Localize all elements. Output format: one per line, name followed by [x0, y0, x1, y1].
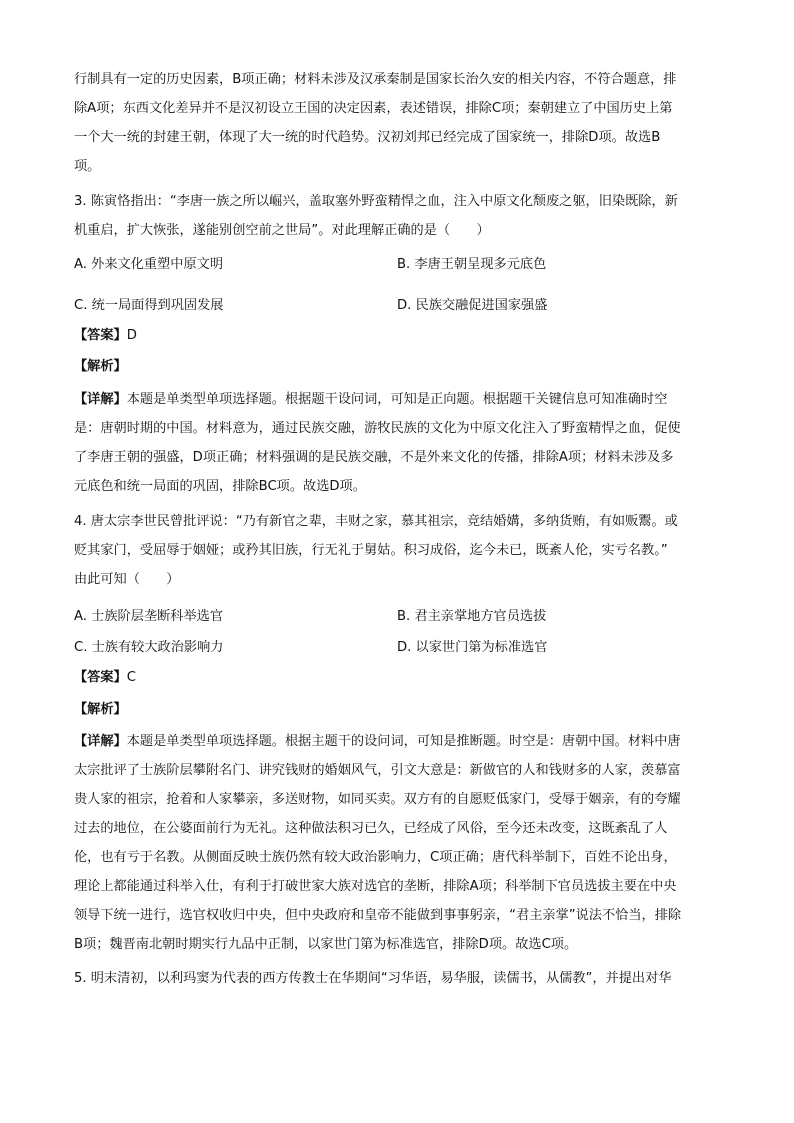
q4-detail: 领导下统一进行，选官权收归中央，但中央政府和皇帝不能做到事事躬亲，“君主亲掌”说法不恰当，排除 [74, 908, 682, 923]
answer-value: C [126, 670, 136, 685]
answer-label: 【答案】 [74, 670, 127, 685]
q3-detail: 是：唐朝时期的中国。材料意为，通过民族交融，游牧民族的文化为中原文化注入了野蛮精悍之血，促使 [74, 421, 681, 436]
q3-analysis [74, 356, 724, 378]
detail-label: 【详解】 [74, 392, 127, 407]
analysis-label: 【解析】 [74, 702, 127, 717]
q4-detail: 过去的地位，在公婆面前行为无礼。这种做法积习已久，已经成了风俗，至今还未改变，这既紊乱了人 [74, 821, 668, 836]
text-line: 行制具有一定的历史因素，B项正确；材料未涉及汉承秦制是国家长治久安的相关内容，不符合题意，排 [74, 72, 677, 87]
q4-detail: B项；魏晋南北朝时期实行九品中正制，以家世门第为标准选官，排除D项。故选C项。 [74, 937, 578, 952]
question-4-stem: 4. 唐太宗李世民曾批评说：“乃有新官之辈，丰财之家，慕其祖宗，竞结婚媾，多纳货贿，有如贩鬻。或 [74, 514, 678, 529]
q3-option-a: A. 外来文化重塑中原文明 [74, 257, 224, 272]
q3-option-c: C. 统一局面得到巩固发展 [74, 298, 224, 313]
text-line: 一个大一统的封建王朝，体现了大一统的时代趋势。汉初刘邦已经完成了国家统一，排除D项。故选B [74, 130, 661, 145]
q3-option-d: D. 民族交融促进国家强盛 [397, 298, 548, 313]
answer-label: 【答案】 [74, 328, 127, 343]
question-4-stem: 贬其家门，受屈辱于姻娅；或矜其旧族，行无礼于舅姑。积习成俗，迄今未已，既紊人伦，实亏名教。” [74, 543, 668, 558]
text-line: 项。 [74, 159, 101, 174]
q4-detail: 理论上都能通过科举入仕，有利于打破世家大族对选官的垄断，排除A项；科举制下官员选拔主要在中央 [74, 879, 677, 894]
q3-detail: 元底色和统一局面的巩固，排除BC项。故选D项。 [74, 479, 366, 494]
text-line: 除A项；东西文化差异并不是汉初设立王国的决定因素，表述错误，排除C项；秦朝建立了中国历史上第 [74, 101, 673, 116]
q4-option-d: D. 以家世门第为标准选官 [397, 640, 548, 655]
q4-option-c: C. 士族有较大政治影响力 [74, 640, 224, 655]
answer-value: D [126, 328, 137, 343]
detail-text: 本题是单类型单项选择题。根据题干设问词，可知是正向题。根据题干关键信息可知准确时空 [126, 392, 668, 407]
q3-detail [74, 389, 724, 411]
analysis-label: 【解析】 [74, 359, 127, 374]
question-5-stem: 5. 明末清初，以利玛窦为代表的西方传教士在华期间“习华语，易华服，读儒书，从儒教”，并提出对华 [74, 971, 672, 986]
q4-detail: 贵人家的祖宗，抢着和人家攀亲，多送财物，如同买卖。双方有的自愿贬低家门，受辱于姻亲，有的夸耀 [74, 792, 681, 807]
q4-answer [74, 667, 724, 689]
q4-option-a: A. 士族阶层垄断科举选官 [74, 609, 224, 624]
q4-detail [74, 731, 724, 753]
detail-label: 【详解】 [74, 734, 127, 749]
question-4-stem: 由此可知（ ） [74, 572, 180, 587]
q3-detail: 了李唐王朝的强盛，D项正确；材料强调的是民族交融，不是外来文化的传播，排除A项；材料未涉及多 [74, 450, 674, 465]
q4-analysis [74, 699, 724, 721]
detail-text: 本题是单类型单项选择题。根据主题干的设问词，可知是推断题。时空是：唐朝中国。材料中唐 [126, 734, 681, 749]
question-3-stem: 3. 陈寅恪指出：“李唐一族之所以崛兴，盖取塞外野蛮精悍之血，注入中原文化颓废之躯，旧染既除，新 [74, 194, 678, 209]
question-3-stem: 机重启，扩大恢张，遂能别创空前之世局”。对此理解正确的是（ ） [74, 223, 490, 238]
q4-detail: 太宗批评了士族阶层攀附名门、讲究钱财的婚姻风气，引文大意是：新做官的人和钱财多的人家，羡慕富 [74, 763, 681, 778]
q3-option-b: B. 李唐王朝呈现多元底色 [397, 257, 547, 272]
q4-option-b: B. 君主亲掌地方官员选拔 [397, 609, 547, 624]
q3-answer [74, 325, 724, 347]
q4-detail: 伦，也有亏于名教。从侧面反映士族仍然有较大政治影响力，C项正确；唐代科举制下，百姓不论出身， [74, 850, 677, 865]
